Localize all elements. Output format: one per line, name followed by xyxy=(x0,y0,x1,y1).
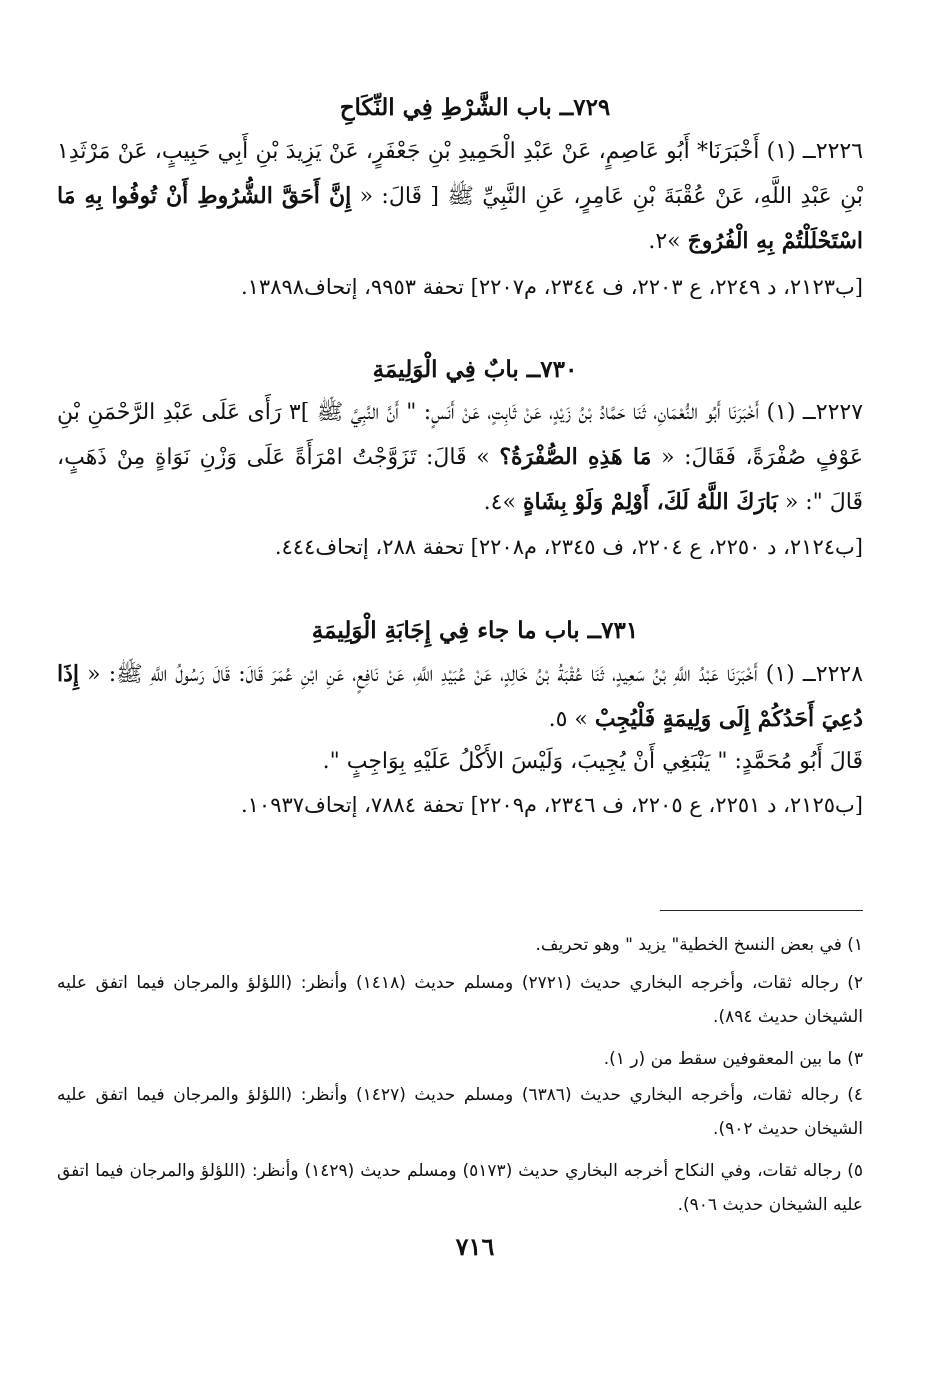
footnote-5: ٥) رجاله ثقات، وفي النكاح أخرجه البخاري حديث (٥١٧٣) ومسلم حديث (١٤٢٩) وأنظر: (اللؤلؤ والمرجان فيما اتفق عليه الشيخان حديث ٩٠٦). xyxy=(57,1161,863,1215)
hadith-2227 xyxy=(57,391,863,525)
chapter-heading-729: ٧٢٩ــ باب الشَّرْطِ فِي النِّكَاحِ xyxy=(339,94,611,121)
footnote-1: ١) في بعض النسخ الخطية" يزيد " وهو تحريف. xyxy=(535,935,863,955)
footnote-4: ٤) رجاله ثقات، وأخرجه البخاري حديث (٦٣٨٦) ومسلم حديث (١٤٢٧) وأنظر: (اللؤلؤ والمرجان فيما اتفق عليه الشيخان حديث ٩٠٢). xyxy=(57,1085,863,1139)
hadith-quote: إِذَا دُعِيَ أَحَدُكُمْ إِلَى وَلِيمَةٍ فَلْيُجِبْ xyxy=(57,661,863,732)
hadith-text-end: » ٥. xyxy=(548,707,588,732)
hadith-text: ٢٢٢٦ــ (١) أَخْبَرَنَا* أَبُو عَاصِمٍ، عَنْ عَبْدِ الْحَمِيدِ بْنِ جَعْفَرٍ، عَنْ يَزِيدَ بْنِ أَبِي حَبِيبٍ، عَنْ مَرْثَدِ١ بْنِ عَبْدِ اللَّهِ، عَنْ عُقْبَةَ بْنِ عَامِرٍ، عَنِ النَّبِيِّ ﷺ [ قَالَ: « xyxy=(57,139,864,209)
hadith-quote-1: مَا هَذِهِ الصُّفْرَةُ؟ xyxy=(499,444,652,470)
footnote-divider xyxy=(660,910,863,911)
reference-line-2227: [ب٢١٢٤، د ٢٢٥٠، ع ٢٢٠٤، ف ٢٣٤٥، م٢٢٠٨] تحفة ٢٨٨، إتحاف٤٤٤. xyxy=(274,535,863,559)
hadith-quote-2: بَارَكَ اللَّهُ لَكَ، أَوْلِمْ وَلَوْ بِشَاةٍ xyxy=(522,489,778,515)
chapter-heading-730: ٧٣٠ــ بابٌ فِي الْوَلِيمَةِ xyxy=(372,356,578,383)
hadith-text-middle: » قَالَ: تَزَوَّجْتُ امْرَأَةً عَلَى وَزْنِ نَوَاةٍ مِنْ ذَهَبٍ، قَالَ ": « xyxy=(57,445,863,515)
hadith-quote: إِنَّ أَحَقَّ الشُّرُوطِ أَنْ تُوفُوا بِهِ مَا اسْتَحْلَلْتُمْ بِهِ الْفُرُوجَ xyxy=(57,183,863,254)
hadith-2228 xyxy=(57,652,863,742)
footnote-3: ٣) ما بين المعقوفين سقط من (ر ١). xyxy=(603,1049,863,1069)
hadith-text-end: »٢. xyxy=(648,229,681,254)
hadith-text-end: »٤. xyxy=(483,490,516,515)
chapter-heading-731: ٧٣١ــ باب ما جاء فِي إِجَابَةِ الْوَلِيمَةِ xyxy=(311,617,639,644)
hadith-text: ٢٢٢٨ــ (١) أَخْبَرَنَا عَبْدُ اللَّهِ بْنُ سَعِيدٍ، ثَنَا عُقْبَةُ بْنُ خَالِدٍ، عَنْ عُبَيْدِ اللَّهِ، عَنْ نَافِعٍ، عَنِ ابْنِ عُمَرَ قَالَ: قَالَ رَسُولُ اللَّهِ ﷺ: « xyxy=(87,662,864,687)
reference-line-2226: [ب٢١٢٣، د ٢٢٤٩، ع ٢٢٠٣، ف ٢٣٤٤، م٢٢٠٧] تحفة ٩٩٥٣، إتحاف١٣٨٩٨. xyxy=(240,275,863,299)
commentary-abu-muhammad: قَالَ أَبُو مُحَمَّدٍ: " يَنْبَغِي أَنْ يُجِيبَ، وَلَيْسَ الأَكْلُ عَلَيْهِ بِوَاجِبٍ ". xyxy=(322,749,863,774)
page-number: ٧١٦ xyxy=(455,1232,495,1261)
hadith-text: ٢٢٢٧ــ (١) أَخْبَرَنَا أَبُو النُّعْمَانِ، ثَنَا حَمَّادُ بْنُ زَيْدٍ، عَنْ ثَابِتٍ، عَنْ أَنَسٍ: " أَنَّ النَّبِيَّ ﷺ ]٣ رَأَى عَلَى عَبْدِ الرَّحْمَنِ بْنِ عَوْفٍ صُفْرَةً، فَقَالَ: « xyxy=(57,400,864,470)
reference-line-2228: [ب٢١٢٥، د ٢٢٥١، ع ٢٢٠٥، ف ٢٣٤٦، م٢٢٠٩] تحفة ٧٨٨٤، إتحاف١٠٩٣٧. xyxy=(240,793,863,817)
footnote-2: ٢) رجاله ثقات، وأخرجه البخاري حديث (٢٧٢١) ومسلم حديث (١٤١٨) وأنظر: (اللؤلؤ والمرجان فيما اتفق عليه الشيخان حديث ٨٩٤). xyxy=(57,973,863,1027)
hadith-2226 xyxy=(57,130,863,264)
